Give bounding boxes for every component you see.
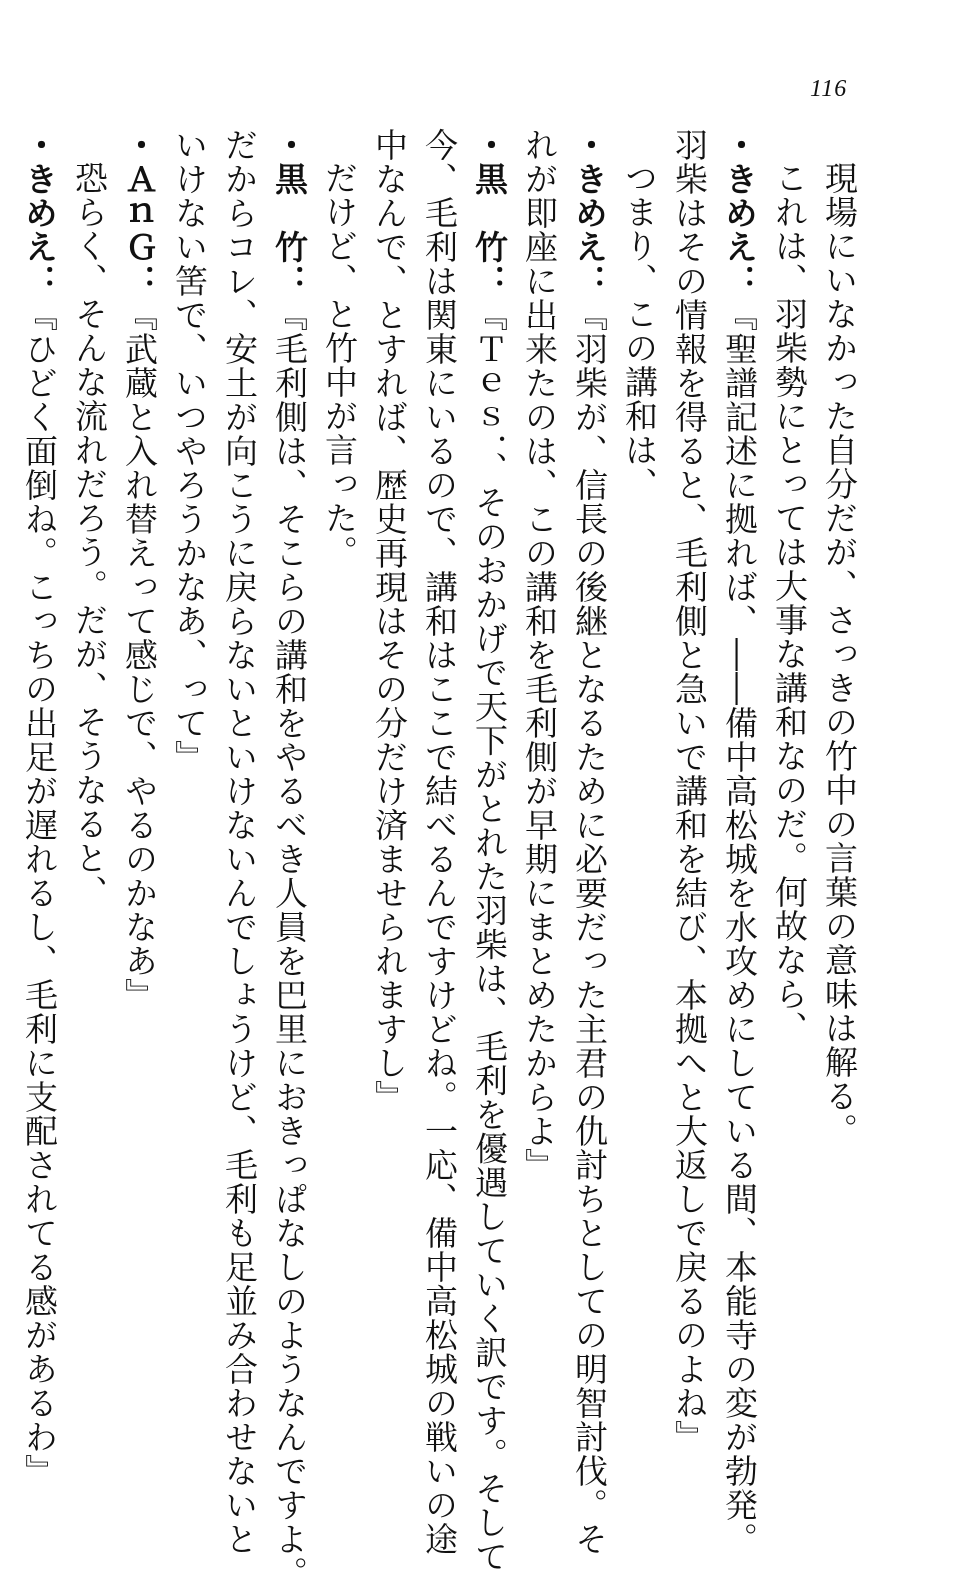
line-text: 今、毛利は関東にいるので、講和はここで結べるんですけどね。一応、備中高松城の戦いの途	[420, 128, 459, 1556]
text-line	[614, 128, 664, 1288]
text-line	[564, 128, 614, 1556]
line-text: これは、羽柴勢にとっては大事な講和なのだ。何故なら、	[770, 161, 809, 1045]
line-text: 恐らく、そんな流れだろう。だが、そうなると、	[70, 161, 109, 909]
text-line	[314, 128, 364, 1288]
text-line	[64, 128, 114, 1288]
line-text: だからコレ、安土が向こうに戻らないといけないんでしょうけど、毛利も足並み合わせないと	[220, 128, 259, 1556]
line-text: 『羽柴が、信長の後継となるために必要だった主君の仇討ちとしての明智討伐。そ	[570, 298, 609, 1556]
line-text: 羽柴はその情報を得ると、毛利側と急いで講和を結び、本拠へと大返しで戻るのよね』	[670, 128, 709, 1454]
vertical-text-body	[14, 128, 864, 1590]
text-line	[664, 128, 714, 1454]
line-text: 『武蔵と入れ替えって感じで、やるのかなあ』	[120, 298, 159, 1012]
speaker-label: 黒 竹：	[270, 162, 309, 298]
line-text: いけない筈で、いつやろうかなあ、って』	[170, 128, 209, 774]
speaker-label: きめえ：	[570, 162, 609, 298]
text-line	[114, 128, 164, 1288]
line-text: 『Ｔｅｓ．、そのおかげで天下がとれた羽柴は、毛利を優遇していく訳です。そして	[470, 298, 509, 1574]
speaker-label: 黒 竹：	[470, 162, 509, 298]
text-line	[414, 128, 464, 1556]
speaker-bullet: ・	[570, 128, 609, 162]
speaker-bullet: ・	[120, 128, 159, 162]
line-text: だけど、と竹中が言った。	[320, 161, 359, 569]
speaker-bullet: ・	[470, 128, 509, 162]
text-line	[364, 128, 414, 1288]
text-line	[714, 128, 764, 1556]
text-line	[764, 128, 814, 1288]
speaker-label: きめえ：	[720, 162, 759, 298]
line-text: 『聖譜記述に拠れば、――備中高松城を水攻めにしている間、本能寺の変が勃発。	[720, 298, 759, 1556]
line-text: 『毛利側は、そこらの講和をやるべき人員を巴里におきっぱなしのようなんですよ。	[270, 298, 309, 1590]
speaker-bullet: ・	[720, 128, 759, 162]
line-text: 『ひどく面倒ね。こっちの出足が遅れるし、毛利に支配されてる感があるわ』	[20, 298, 59, 1488]
line-text: つまり、この講和は、	[620, 161, 659, 501]
speaker-bullet: ・	[20, 128, 59, 162]
line-text: 現場にいなかった自分だが、さっきの竹中の言葉の意味は解る。	[820, 161, 859, 1147]
line-text: れが即座に出来たのは、この講和を毛利側が早期にまとめたからよ』	[520, 128, 559, 1182]
text-line	[14, 128, 64, 1488]
text-line	[214, 128, 264, 1556]
text-line	[814, 128, 864, 1288]
page-number: 116	[810, 76, 848, 102]
line-text: 中なんで、とすれば、歴史再現はその分だけ済ませられますし』	[370, 128, 409, 1114]
speaker-label: きめえ：	[20, 162, 59, 298]
text-line	[464, 128, 514, 1574]
text-line	[164, 128, 214, 1288]
speaker-label: ＡｎＧ：	[120, 162, 159, 298]
speaker-bullet: ・	[270, 128, 309, 162]
text-line	[514, 128, 564, 1288]
text-line	[264, 128, 314, 1590]
